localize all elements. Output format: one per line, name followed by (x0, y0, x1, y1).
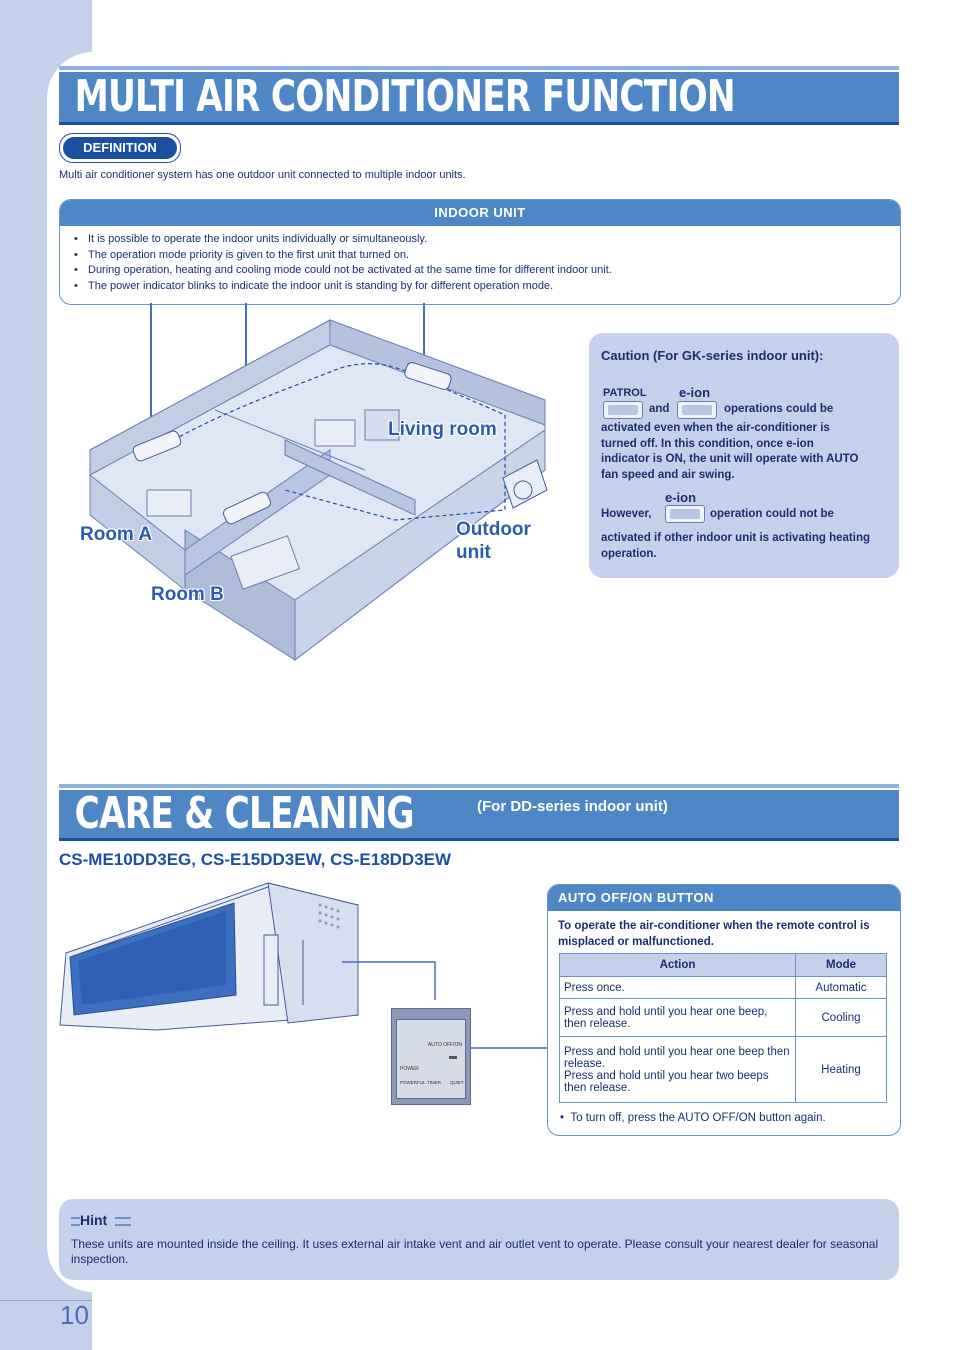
caution-body1: activated even when the air-conditioner is turned off. In this condition, once e-ion indicator is ON, the unit will operate with AUTO fan speed and air swing. (601, 422, 859, 481)
eion-key-icon (677, 401, 717, 419)
mode-cell: Automatic (796, 977, 887, 999)
action-cell: Press and hold until you hear one beep, then release. (560, 999, 796, 1037)
ducted-unit-illustration (58, 875, 363, 1035)
hint-bars-icon (115, 1217, 131, 1226)
action-line: Press and hold until you hear two beeps then release. (564, 1069, 769, 1094)
care-cleaning-title: CARE & CLEANING (74, 788, 414, 839)
definition-badge (59, 133, 181, 163)
label-room-b: Room B (151, 584, 224, 605)
auto-button-header: AUTO OFF/ON BUTTON (548, 885, 900, 911)
caution-line2-tail: operation could not be (710, 508, 834, 520)
eion-label-2: e-ion (665, 490, 697, 505)
indoor-unit-panel (59, 199, 901, 305)
hint-bars-icon (71, 1217, 80, 1226)
label-living-room: Living room (388, 419, 497, 440)
table-row (560, 999, 887, 1037)
mode-cell: Cooling (796, 999, 887, 1037)
table-row (560, 1037, 887, 1103)
auto-off-on-button[interactable] (449, 1056, 457, 1059)
patrol-label: PATROL (603, 387, 647, 399)
list-item: • The power indicator blinks to indicate the indoor unit is standing by for different operation mode. (88, 279, 900, 295)
patrol-key-icon (603, 401, 643, 419)
action-cell: Press once. (560, 977, 796, 999)
hint-text: These units are mounted inside the ceiling. It uses external air intake vent and air outlet vent to operate. Please consult your nearest dealer for seasonal inspection. (71, 1237, 879, 1266)
hint-box (59, 1199, 899, 1280)
auto-button-note: • To turn off, press the AUTO OFF/ON button again. (560, 1112, 826, 1124)
control-panel-illustration (391, 1008, 471, 1105)
hint-title-text: Hint (80, 1212, 108, 1228)
house-illustration (85, 300, 555, 665)
indoor-unit-header: INDOOR UNIT (60, 200, 900, 226)
table-row (560, 977, 887, 999)
col-mode: Mode (796, 954, 887, 977)
caution-box (589, 333, 899, 578)
caution-body2: activated if other indoor unit is activating heating operation. (601, 532, 871, 560)
list-item: • It is possible to operate the indoor units individually or simultaneously. (88, 232, 900, 248)
definition-text: Multi air conditioner system has one outdoor unit connected to multiple indoor units. (59, 169, 466, 181)
list-item: • During operation, heating and cooling mode could not be activated at the same time for different indoor unit. (88, 263, 900, 279)
table-header-row (560, 954, 887, 977)
label-room-a: Room A (80, 524, 153, 545)
action-line: Press and hold until you hear one beep then release. (564, 1045, 790, 1070)
multi-function-banner (59, 72, 899, 125)
caution-and: and (649, 403, 670, 415)
auto-mode-table (559, 953, 887, 1103)
caution-title: Caution (For GK-series indoor unit): (601, 348, 824, 363)
auto-off-on-label: AUTO OFF/ON (427, 1042, 462, 1048)
list-item: • The operation mode priority is given to the first unit that turned on. (88, 248, 900, 264)
caution-however: However, (601, 508, 652, 520)
care-cleaning-subtitle: (For DD-series indoor unit) (477, 798, 668, 815)
quiet-label: QUIET (450, 1080, 464, 1085)
eion-label: e-ion (679, 385, 711, 400)
col-action: Action (560, 954, 796, 977)
powerful-label: POWERFUL (400, 1080, 426, 1085)
timer-label: TIMER (427, 1080, 441, 1085)
page-number: 10 (60, 1300, 89, 1330)
power-label: POWER (400, 1066, 419, 1072)
auto-button-note-text: To turn off, press the AUTO OFF/ON button again. (570, 1112, 826, 1124)
action-cell (560, 1037, 796, 1103)
definition-badge-label: DEFINITION (63, 137, 177, 159)
indoor-unit-list (60, 232, 900, 294)
model-numbers: CS-ME10DD3EG, CS-E15DD3EW, CS-E18DD3EW (59, 850, 452, 869)
eion-key-icon-2 (665, 505, 705, 523)
care-cleaning-banner (59, 790, 899, 841)
auto-button-intro: To operate the air-conditioner when the remote control is misplaced or malfunctioned. (558, 920, 870, 948)
label-outdoor-unit: Outdoor unit (456, 519, 531, 563)
hint-title (71, 1212, 131, 1228)
auto-button-panel (547, 884, 901, 1136)
multi-function-title: MULTI AIR CONDITIONER FUNCTION (74, 71, 735, 122)
mode-cell: Heating (796, 1037, 887, 1103)
caution-line1-tail: operations could be (724, 403, 834, 415)
